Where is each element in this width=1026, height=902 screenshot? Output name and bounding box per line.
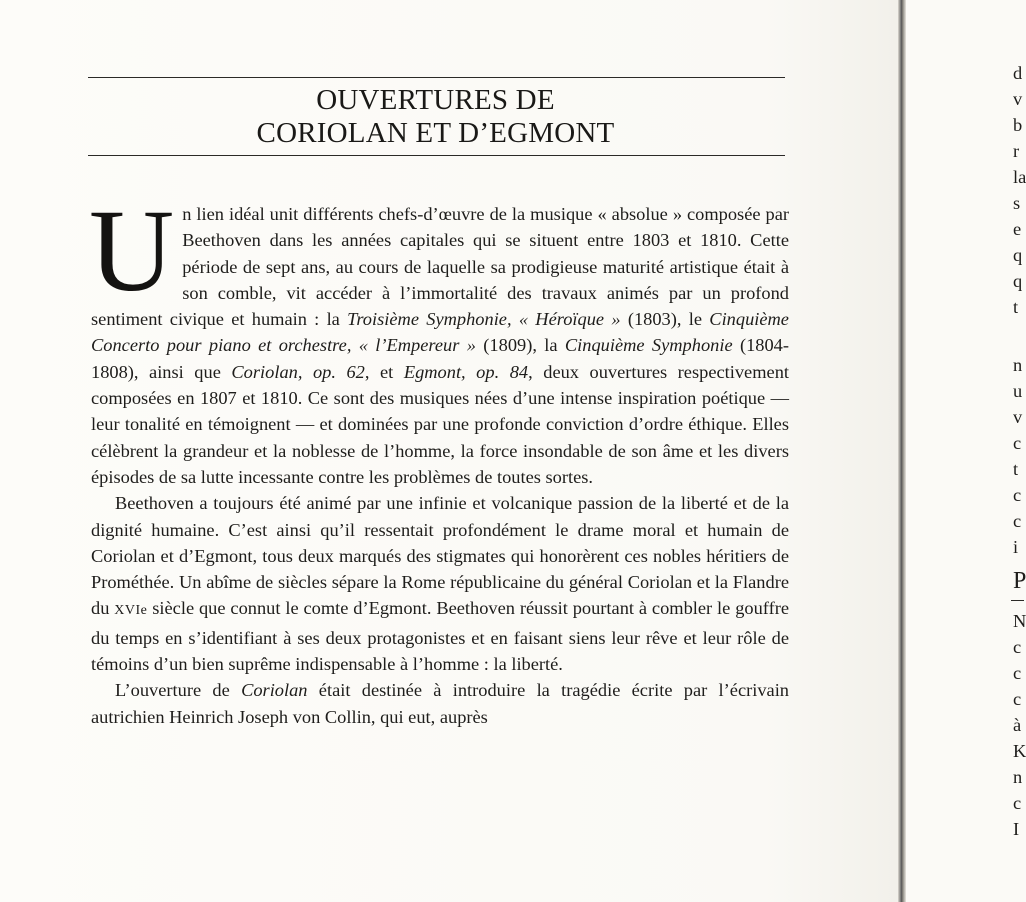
right-page bbox=[906, 0, 1024, 902]
right-page-letters-middle bbox=[1013, 352, 1022, 560]
title-line-1: OUVERTURES DE bbox=[316, 84, 555, 116]
p1-text-6: , deux ouvertures respectivement composées en 1807 et 1810. Ce sont des musiques nées d’une intense inspiration poétique — leur tonalité en témoignent — et dominées par une profonde conviction d’ordre éthique. Elles célèbrent la grandeur et la noblesse de l’homme, la force insondable de son âme et les divers épisodes de sa lutte incessante contre les problèmes de toutes sortes. bbox=[91, 361, 789, 487]
frag-letter: c bbox=[1013, 689, 1022, 709]
right-page-letters-bottom bbox=[1013, 608, 1026, 842]
frag-letter: i bbox=[1013, 537, 1019, 557]
frag-letter: c bbox=[1013, 663, 1022, 683]
frag-letter: c bbox=[1013, 511, 1022, 531]
frag-letter: c bbox=[1013, 637, 1022, 657]
frag-letter: N bbox=[1013, 611, 1026, 631]
drop-cap: U bbox=[89, 185, 175, 316]
p1-italic-1: Troisième Symphonie, « Héroïque » bbox=[347, 309, 621, 330]
frag-letter: t bbox=[1013, 297, 1019, 317]
right-page-heading-rule bbox=[1011, 600, 1024, 601]
p1-text-4: (1804-1808), ainsi que bbox=[91, 335, 789, 382]
frag-letter: c bbox=[1013, 793, 1022, 813]
frag-letter: q bbox=[1013, 245, 1023, 265]
frag-letter: v bbox=[1013, 89, 1023, 109]
p3-text-2: était destinée à introduire la tragédie écrite par l’écrivain autrichien Heinrich Joseph von Collin, qui eut, auprès bbox=[91, 680, 790, 727]
p1-text-1: n lien idéal unit différents chefs-d’œuvre de la musique « absolue » composée par Beethoven dans les années capitales qui se situent entre 1803 et 1810. Cette période de sept ans, au cours de laquelle sa prodigieuse maturité artistique était à son comble, vit accéder à l’immortalité des travaux animés par un profond sentiment civique et humain : la bbox=[91, 204, 789, 330]
p1-text-5: , et bbox=[364, 361, 404, 382]
p3-text-1: L’ouverture de bbox=[115, 680, 242, 701]
frag-letter: K bbox=[1013, 741, 1026, 761]
frag-letter: c bbox=[1013, 485, 1022, 505]
article-body bbox=[89, 185, 790, 730]
p1-italic-2: Cinquième Concerto pour piano et orchestre, « l’Empereur » bbox=[91, 309, 789, 356]
page-title bbox=[88, 84, 783, 150]
paragraph-2 bbox=[91, 490, 789, 677]
frag-letter: I bbox=[1013, 819, 1020, 839]
paragraph-1 bbox=[89, 185, 789, 490]
frag-letter: q bbox=[1013, 271, 1023, 291]
paragraph-3 bbox=[91, 677, 789, 730]
frag-letter: à bbox=[1013, 715, 1022, 735]
frag-letter: v bbox=[1013, 407, 1023, 427]
p1-italic-5: Egmont, op. 84 bbox=[403, 361, 529, 382]
frag-letter: b bbox=[1013, 115, 1023, 135]
title-top-rule bbox=[88, 77, 785, 78]
frag-letter: n bbox=[1013, 355, 1023, 375]
frag-letter: u bbox=[1013, 381, 1023, 401]
frag-letter: c bbox=[1013, 433, 1022, 453]
frag-letter: n bbox=[1013, 767, 1023, 787]
frag-letter: la bbox=[1013, 167, 1026, 187]
p1-text-2: (1803), le bbox=[620, 309, 710, 330]
frag-letter: d bbox=[1013, 63, 1023, 83]
frag-letter: e bbox=[1013, 219, 1022, 239]
book-gutter bbox=[898, 0, 906, 902]
p1-italic-4: Coriolan, op. 62 bbox=[231, 361, 365, 382]
right-page-heading-fragment: P bbox=[1013, 568, 1026, 594]
title-bottom-rule bbox=[88, 155, 785, 156]
p3-italic-1: Coriolan bbox=[241, 680, 308, 701]
p1-text-3: (1809), la bbox=[475, 335, 565, 356]
frag-letter: t bbox=[1013, 459, 1019, 479]
p2-text-2: siècle que connut le comte d’Egmont. Beethoven réussit pourtant à combler le gouffre du temps en s’identifiant à ses deux protagonistes et en faisant siens leur rêve et leur rôle de témoins d’un bien suprême indispensable à l’homme : la liberté. bbox=[91, 598, 789, 675]
frag-letter: s bbox=[1013, 193, 1021, 213]
century-numeral: XVIe bbox=[114, 603, 148, 619]
title-line-2: CORIOLAN ET D’EGMONT bbox=[256, 117, 615, 149]
frag-letter: r bbox=[1013, 141, 1020, 161]
p1-italic-3: Cinquième Symphonie bbox=[564, 335, 733, 356]
right-page-letters-top bbox=[1013, 60, 1026, 320]
p2-text-1: Beethoven a toujours été animé par une infinie et volcanique passion de la liberté et de la dignité humaine. C’est ainsi qu’il ressentait profondément le drame moral et humain de Coriolan et d’Egmont, tous deux marqués des stigmates qui honorèrent ces nobles héritiers de Prométhée. Un abîme de siècles sépare la Rome républicaine du général Coriolan et la Flandre du bbox=[91, 493, 789, 619]
